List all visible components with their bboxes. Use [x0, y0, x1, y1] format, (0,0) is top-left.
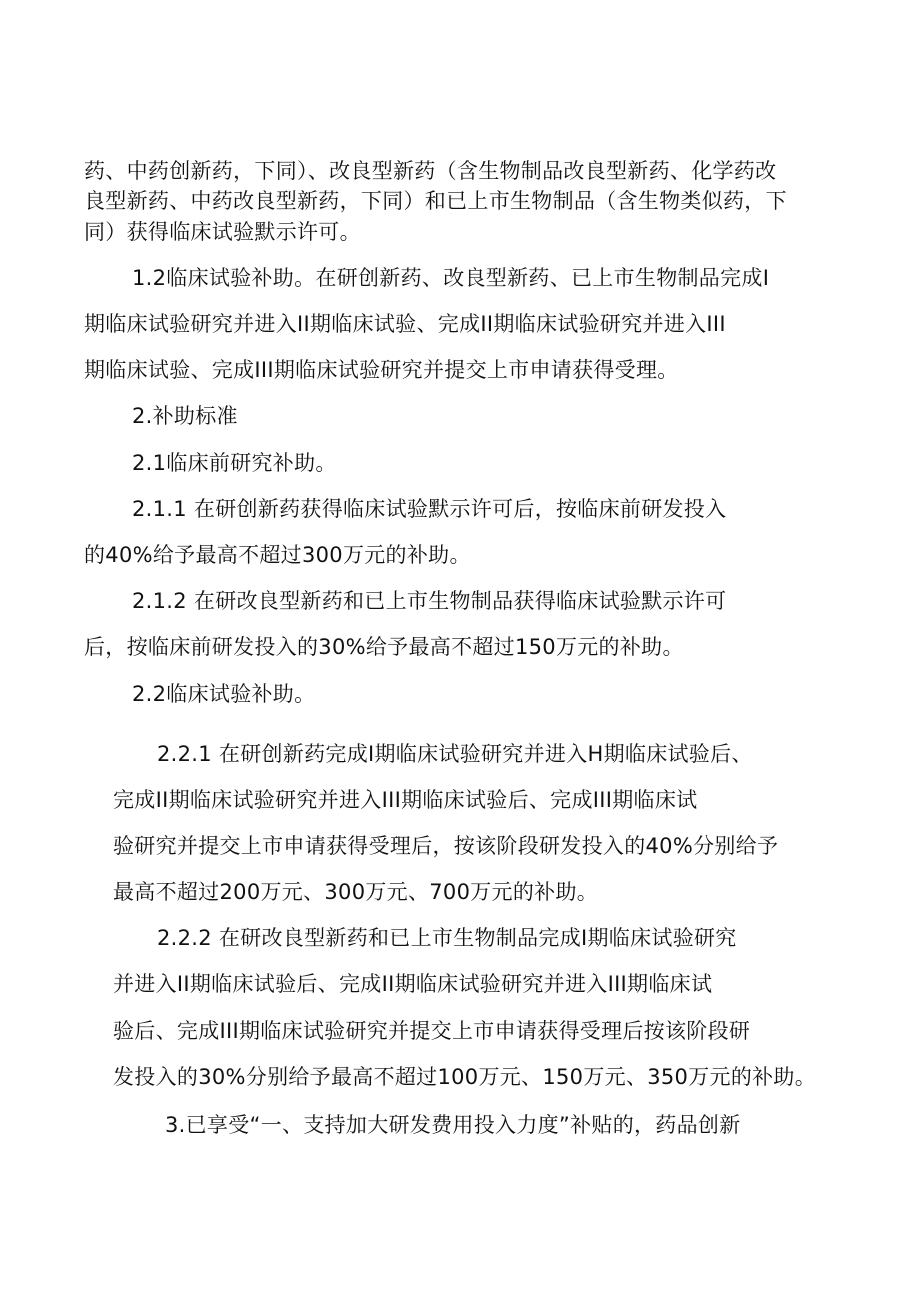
text-line: 验后、完成III期临床试验研究并提交上市申请获得受理后按该阶段研: [113, 1019, 751, 1043]
text-line: 后，按临床前研发投入的30%给予最高不超过150万元的补助。: [84, 635, 684, 659]
text-line: 3.已享受“一、支持加大研发费用投入力度”补贴的，药品创新: [165, 1113, 741, 1137]
text-line: 期临床试验、完成III期临床试验研究并提交上市申请获得受理。: [84, 358, 679, 382]
text-line: 最高不超过200万元、300万元、700万元的补助。: [113, 880, 599, 904]
text-line: 2.2.1 在研创新药完成I期临床试验研究并进入H期临床试验后、: [157, 742, 753, 766]
text-line: 药、中药创新药，下同）、改良型新药（含生物制品改良型新药、化学药改: [84, 159, 777, 183]
subsection-heading: 2.1临床前研究补助。: [132, 451, 337, 475]
text-line: 完成II期临床试验研究并进入III期临床试验后、完成III期临床试: [113, 788, 698, 812]
text-line: 2.1.1 在研创新药获得临床试验默示许可后，按临床前研发投入: [132, 497, 727, 521]
text-line: 良型新药、中药改良型新药，下同）和已上市生物制品（含生物类似药，下: [84, 189, 787, 213]
text-line: 2.1.2 在研改良型新药和已上市生物制品获得临床试验默示许可: [132, 589, 727, 613]
text-line: 2.2.2 在研改良型新药和已上市生物制品完成I期临床试验研究: [157, 926, 737, 950]
subsection-heading: 2.2临床试验补助。: [132, 682, 316, 706]
text-line: 同）获得临床试验默示许可。: [84, 220, 361, 244]
text-line: 的40%给予最高不超过300万元的补助。: [84, 543, 471, 567]
section-heading: 2.补助标准: [132, 404, 238, 428]
text-line: 并进入II期临床试验后、完成II期临床试验研究并进入III期临床试: [113, 972, 713, 996]
text-line: 发投入的30%分别给予最高不超过100万元、150万元、350万元的补助。: [113, 1065, 817, 1089]
text-line: 期临床试验研究并进入II期临床试验、完成II期临床试验研究并进入III: [84, 312, 726, 336]
text-line: 验研究并提交上市申请获得受理后，按该阶段研发投入的40%分别给予: [113, 834, 779, 858]
text-line: 1.2临床试验补助。在研创新药、改良型新药、已上市生物制品完成I: [132, 266, 770, 290]
